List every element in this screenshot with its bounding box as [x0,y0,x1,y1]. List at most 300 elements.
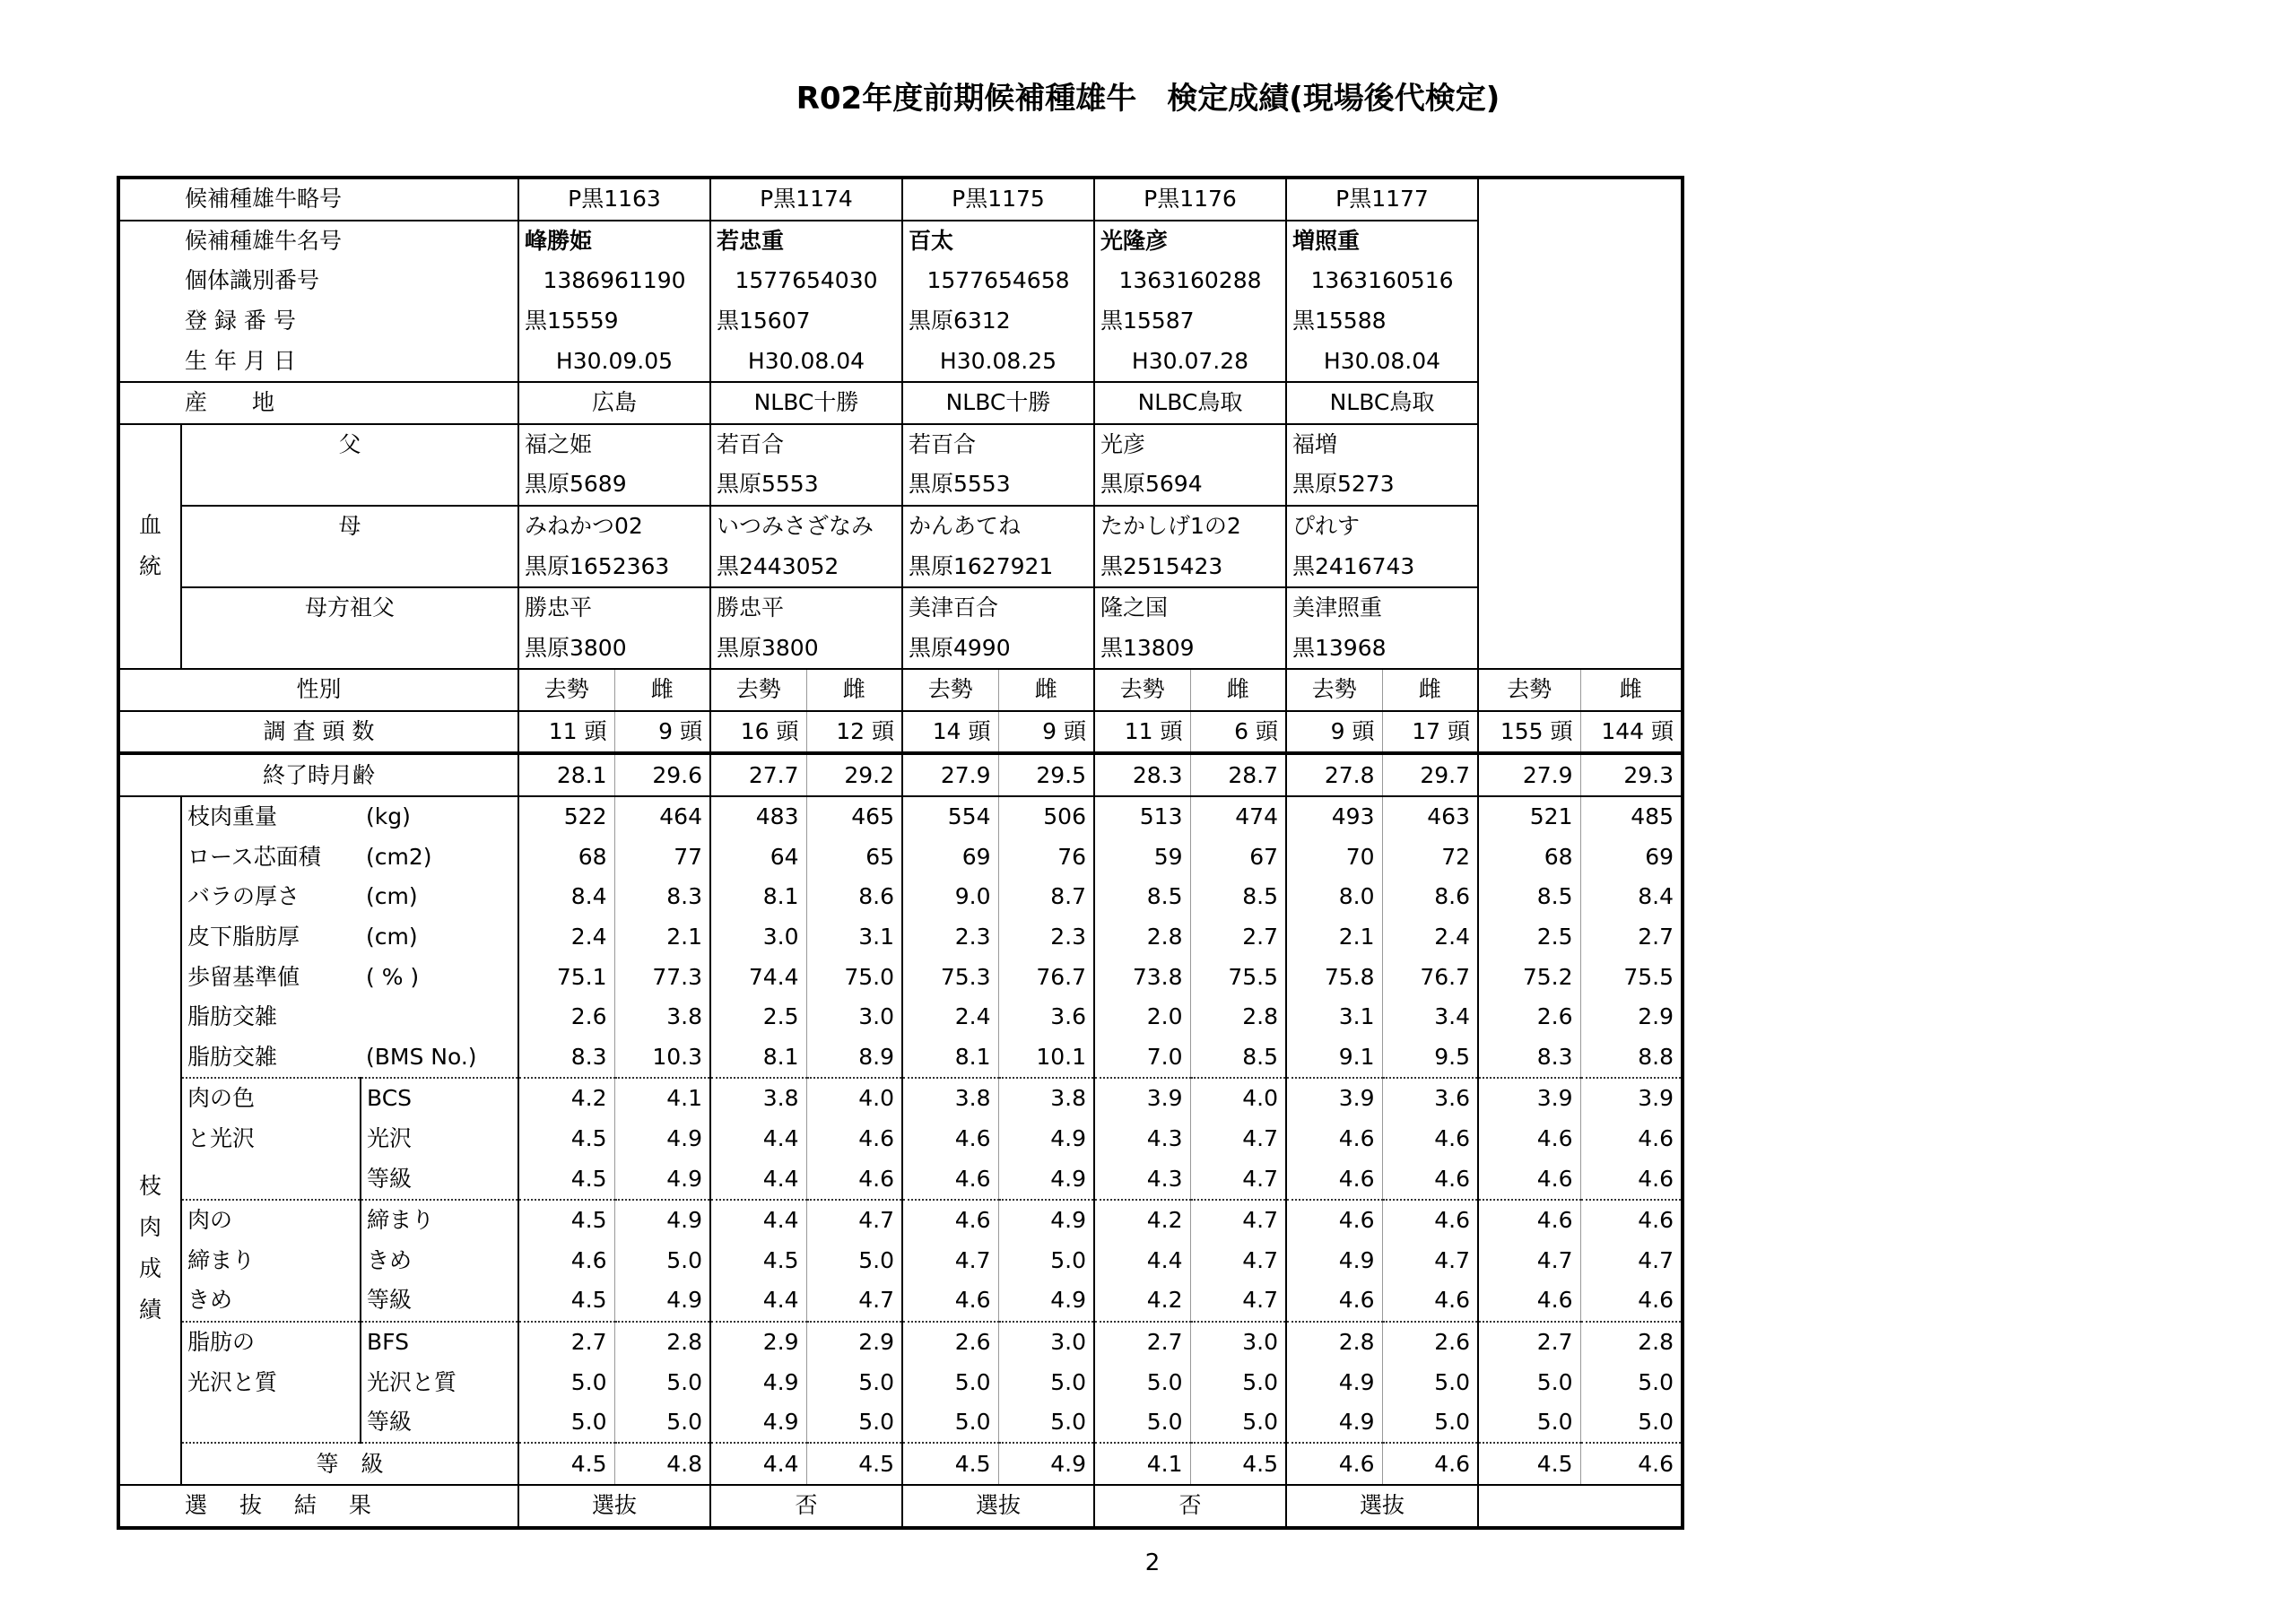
value-cell: 67 [1190,838,1286,878]
value-cell: 4.6 [1478,1280,1580,1322]
value-cell: 8.3 [1478,1037,1580,1078]
quality-group-label: きめ [181,1280,361,1322]
value-cell: 4.7 [1190,1280,1286,1322]
carcass-label: 枝肉重量 [181,796,361,838]
value-cell: 4.6 [1382,1159,1478,1200]
value-cell: 68 [518,838,614,878]
value-cell: 3.8 [710,1078,806,1119]
value-cell: 463 [1382,796,1478,838]
bull-mother: ぴれす [1286,506,1478,547]
label-origin: 産 地 [118,382,518,424]
bull-code: P黒1174 [710,178,902,221]
sex-label: 去勢 [1094,669,1190,711]
count-value: 9 頭 [998,711,1094,754]
value-cell: 5.0 [806,1402,902,1444]
bull-code: P黒1175 [902,178,1094,221]
sex-label: 雌 [1580,669,1683,711]
value-cell: 4.7 [1190,1240,1286,1280]
label-father: 父 [181,424,518,506]
value-cell: 29.3 [1580,753,1683,796]
row-age [118,753,1683,796]
carcass-label: 脂肪交雑 [181,1037,361,1078]
quality-sub-label: BFS [361,1322,518,1363]
value-cell: 465 [806,796,902,838]
value-cell: 4.9 [1286,1402,1382,1444]
value-cell: 4.9 [998,1159,1094,1200]
quality-group-label: と光沢 [181,1119,361,1159]
value-cell: 493 [1286,796,1382,838]
bull-mother: たかしげ1の2 [1094,506,1286,547]
bull-mother_reg: 黒2443052 [710,546,902,587]
value-cell: 4.7 [806,1280,902,1322]
value-cell: 4.6 [1286,1159,1382,1200]
row-carcass [118,838,1683,878]
carcass-unit: (cm2) [366,843,432,870]
label-name: 候補種雄牛名号 [118,221,518,262]
value-cell: 27.7 [710,753,806,796]
row-reg [118,301,1683,342]
row-quality [118,1200,1683,1241]
quality-group-label: 脂肪の [181,1322,361,1363]
value-cell: 4.5 [1478,1443,1580,1485]
value-cell: 464 [614,796,710,838]
label-reg: 登 録 番 号 [118,301,518,342]
count-value: 11 頭 [1094,711,1190,754]
bull-origin: 広島 [518,382,710,424]
quality-group-label: 肉の [181,1200,361,1241]
value-cell: 27.8 [1286,753,1382,796]
label-dob: 生 年 月 日 [118,341,518,382]
bull-origin: NLBC十勝 [902,382,1094,424]
value-cell: 4.2 [1094,1280,1190,1322]
value-cell: 4.4 [710,1200,806,1241]
row-count [118,711,1683,754]
quality-sub-label: BCS [361,1078,518,1119]
value-cell: 8.4 [1580,877,1683,917]
row-quality [118,1240,1683,1280]
label-mother: 母 [181,506,518,587]
value-cell: 75.1 [518,957,614,997]
value-cell: 4.9 [614,1119,710,1159]
value-cell: 8.1 [902,1037,998,1078]
value-cell: 2.6 [902,1322,998,1363]
row-carcass [118,917,1683,958]
value-cell: 3.6 [998,997,1094,1037]
value-cell: 2.1 [614,917,710,958]
bull-code: P黒1176 [1094,178,1286,221]
carcass-label: 皮下脂肪厚 [181,917,361,958]
value-cell: 3.0 [1190,1322,1286,1363]
value-cell: 4.6 [1286,1119,1382,1159]
page-title: R02年度前期候補種雄牛 検定成績(現場後代検定) [796,81,1500,117]
value-cell: 4.6 [1478,1119,1580,1159]
row-result [118,1485,1683,1528]
value-cell: 4.4 [710,1280,806,1322]
value-cell: 3.0 [710,917,806,958]
bull-name: 百太 [902,221,1094,262]
value-cell: 4.0 [806,1078,902,1119]
value-cell: 8.4 [518,877,614,917]
value-cell: 75.5 [1190,957,1286,997]
sex-label: 雌 [998,669,1094,711]
value-cell: 5.0 [1094,1402,1190,1444]
value-cell: 4.4 [710,1443,806,1485]
value-cell: 4.6 [1478,1200,1580,1241]
value-cell: 4.3 [1094,1159,1190,1200]
value-cell: 2.6 [1382,1322,1478,1363]
row-carcass [118,957,1683,997]
value-cell: 4.5 [518,1200,614,1241]
value-cell: 2.4 [1382,917,1478,958]
value-cell: 4.9 [614,1159,710,1200]
value-cell: 2.7 [1094,1322,1190,1363]
selection-result: 否 [1094,1485,1286,1528]
value-cell: 8.1 [710,1037,806,1078]
value-cell: 76.7 [1382,957,1478,997]
value-cell: 3.1 [806,917,902,958]
value-cell: 5.0 [1190,1362,1286,1402]
value-cell: 70 [1286,838,1382,878]
value-cell: 2.8 [1286,1322,1382,1363]
value-cell: 76.7 [998,957,1094,997]
value-cell: 29.2 [806,753,902,796]
bull-father_reg: 黒原5553 [902,464,1094,506]
value-cell: 2.4 [518,917,614,958]
bull-mother_reg: 黒原1627921 [902,546,1094,587]
value-cell: 5.0 [1094,1362,1190,1402]
value-cell: 4.5 [1190,1443,1286,1485]
value-cell: 522 [518,796,614,838]
bull-mgf: 隆之国 [1094,587,1286,629]
value-cell: 75.3 [902,957,998,997]
value-cell: 5.0 [614,1362,710,1402]
bull-origin: NLBC鳥取 [1286,382,1478,424]
value-cell: 28.1 [518,753,614,796]
quality-sub-label: 光沢 [361,1119,518,1159]
value-cell: 4.0 [1190,1078,1286,1119]
bloodline-text: 血統 [138,512,161,580]
selection-result: 選抜 [518,1485,710,1528]
value-cell: 4.6 [1286,1443,1382,1485]
value-cell: 73.8 [1094,957,1190,997]
value-cell: 8.6 [1382,877,1478,917]
value-cell: 28.3 [1094,753,1190,796]
value-cell: 4.4 [1094,1240,1190,1280]
sex-label: 雌 [1382,669,1478,711]
value-cell: 5.0 [998,1240,1094,1280]
value-cell: 485 [1580,796,1683,838]
value-cell: 4.6 [902,1200,998,1241]
carcass-unit: (kg) [366,803,411,830]
value-cell: 4.6 [1382,1280,1478,1322]
value-cell: 5.0 [1580,1402,1683,1444]
value-cell: 4.7 [1190,1119,1286,1159]
count-value: 16 頭 [710,711,806,754]
bull-dob: H30.09.05 [518,341,710,382]
count-value: 12 頭 [806,711,902,754]
row-carcass [118,796,1683,838]
count-value: 6 頭 [1190,711,1286,754]
bull-mgf_reg: 黒13809 [1094,629,1286,670]
label-bloodline [118,424,181,670]
value-cell: 4.9 [998,1280,1094,1322]
sex-label: 雌 [806,669,902,711]
value-cell: 3.6 [1382,1078,1478,1119]
quality-group-label [181,1159,361,1200]
value-cell: 7.0 [1094,1037,1190,1078]
value-cell: 4.6 [1286,1200,1382,1241]
label-age: 終了時月齢 [118,753,518,796]
quality-group-label: 光沢と質 [181,1362,361,1402]
value-cell: 2.9 [710,1322,806,1363]
value-cell: 4.7 [1580,1240,1683,1280]
label-id: 個体識別番号 [118,261,518,301]
value-cell: 76 [998,838,1094,878]
value-cell: 4.6 [518,1240,614,1280]
quality-group-label: 肉の色 [181,1078,361,1119]
value-cell: 5.0 [998,1362,1094,1402]
value-cell: 4.2 [1094,1200,1190,1241]
row-quality [118,1362,1683,1402]
quality-sub-label: 締まり [361,1200,518,1241]
value-cell: 3.9 [1580,1078,1683,1119]
value-cell: 4.5 [518,1443,614,1485]
row-quality [118,1159,1683,1200]
value-cell: 65 [806,838,902,878]
value-cell: 521 [1478,796,1580,838]
value-cell: 3.8 [998,1078,1094,1119]
value-cell: 5.0 [806,1240,902,1280]
bull-mgf: 勝忠平 [518,587,710,629]
sex-label: 雌 [1190,669,1286,711]
row-carcass [118,1037,1683,1078]
value-cell: 554 [902,796,998,838]
bull-father_reg: 黒原5694 [1094,464,1286,506]
row-quality [118,1078,1683,1119]
row-father [118,424,1683,465]
value-cell: 2.4 [902,997,998,1037]
row-quality [118,1280,1683,1322]
value-cell: 5.0 [1382,1402,1478,1444]
row-sex [118,669,1683,711]
bull-name: 若忠重 [710,221,902,262]
sex-label: 去勢 [1478,669,1580,711]
count-value: 14 頭 [902,711,998,754]
value-cell: 75.5 [1580,957,1683,997]
bull-origin: NLBC十勝 [710,382,902,424]
row-mgf [118,587,1683,629]
value-cell: 3.1 [1286,997,1382,1037]
value-cell: 8.8 [1580,1037,1683,1078]
value-cell: 69 [1580,838,1683,878]
value-cell: 3.9 [1094,1078,1190,1119]
value-cell: 64 [710,838,806,878]
bull-mgf: 美津照重 [1286,587,1478,629]
value-cell: 5.0 [998,1402,1094,1444]
value-cell: 5.0 [1190,1402,1286,1444]
value-cell: 8.3 [518,1037,614,1078]
value-cell: 2.3 [998,917,1094,958]
row-code [118,178,1683,221]
value-cell: 8.5 [1190,877,1286,917]
value-cell: 8.5 [1094,877,1190,917]
carcass-unit [361,997,518,1037]
value-cell: 4.7 [1190,1200,1286,1241]
carcass-label: 脂肪交雑 [181,997,361,1037]
value-cell: 4.6 [1580,1119,1683,1159]
value-cell: 4.7 [1190,1159,1286,1200]
blank-cell [1478,1485,1683,1528]
bull-dob: H30.08.25 [902,341,1094,382]
bull-dob: H30.08.04 [710,341,902,382]
bull-reg: 黒原6312 [902,301,1094,342]
value-cell: 4.6 [1382,1119,1478,1159]
value-cell: 9.1 [1286,1037,1382,1078]
value-cell: 5.0 [518,1362,614,1402]
value-cell: 8.7 [998,877,1094,917]
row-quality [118,1402,1683,1444]
value-cell: 4.9 [1286,1240,1382,1280]
value-cell: 75.0 [806,957,902,997]
value-cell: 4.7 [902,1240,998,1280]
value-cell: 4.6 [902,1159,998,1200]
quality-group-label: 締まり [181,1240,361,1280]
value-cell: 4.7 [1382,1240,1478,1280]
bull-mgf_reg: 黒13968 [1286,629,1478,670]
value-cell: 4.6 [902,1119,998,1159]
label-mgf: 母方祖父 [181,587,518,669]
row-quality [118,1119,1683,1159]
bull-father: 光彦 [1094,424,1286,465]
value-cell: 4.6 [806,1119,902,1159]
table-body [118,178,1683,1528]
value-cell: 75.8 [1286,957,1382,997]
bull-name: 増照重 [1286,221,1478,262]
value-cell: 2.8 [1580,1322,1683,1363]
selection-result: 選抜 [902,1485,1094,1528]
sex-label: 去勢 [902,669,998,711]
value-cell: 2.1 [1286,917,1382,958]
value-cell: 4.6 [806,1159,902,1200]
value-cell: 4.9 [614,1200,710,1241]
value-cell: 4.6 [1382,1200,1478,1241]
count-value: 9 頭 [1286,711,1382,754]
quality-sub-label: 光沢と質 [361,1362,518,1402]
bull-father: 若百合 [902,424,1094,465]
value-cell: 29.6 [614,753,710,796]
value-cell: 10.1 [998,1037,1094,1078]
bull-mgf_reg: 黒原3800 [710,629,902,670]
value-cell: 4.4 [710,1119,806,1159]
value-cell: 506 [998,796,1094,838]
carcass-unit: (cm) [366,883,418,910]
quality-group-label [181,1402,361,1444]
value-cell: 72 [1382,838,1478,878]
row-carcass [118,877,1683,917]
bull-name: 光隆彦 [1094,221,1286,262]
value-cell: 77.3 [614,957,710,997]
sex-label: 去勢 [518,669,614,711]
label-count: 調 査 頭 数 [118,711,518,754]
bull-reg: 黒15587 [1094,301,1286,342]
value-cell: 4.9 [614,1280,710,1322]
value-cell: 5.0 [902,1402,998,1444]
value-cell: 483 [710,796,806,838]
value-cell: 4.6 [1286,1280,1382,1322]
value-cell: 2.9 [806,1322,902,1363]
value-cell: 4.5 [710,1240,806,1280]
value-cell: 3.9 [1478,1078,1580,1119]
count-value: 144 頭 [1580,711,1683,754]
value-cell: 4.6 [1580,1443,1683,1485]
value-cell: 5.0 [614,1240,710,1280]
carcass-label: バラの厚さ [181,877,361,917]
value-cell: 4.7 [806,1200,902,1241]
bull-mgf_reg: 黒原3800 [518,629,710,670]
value-cell: 5.0 [1382,1362,1478,1402]
value-cell: 3.0 [806,997,902,1037]
value-cell: 5.0 [806,1362,902,1402]
bull-father_reg: 黒原5689 [518,464,710,506]
value-cell: 75.2 [1478,957,1580,997]
value-cell: 4.6 [902,1280,998,1322]
value-cell: 4.6 [1580,1200,1683,1241]
label-result: 選 抜 結 果 [118,1485,518,1528]
value-cell: 4.1 [614,1078,710,1119]
value-cell: 9.5 [1382,1037,1478,1078]
value-cell: 8.3 [614,877,710,917]
value-cell: 2.7 [1478,1322,1580,1363]
value-cell: 2.8 [614,1322,710,1363]
value-cell: 2.8 [1094,917,1190,958]
value-cell: 27.9 [902,753,998,796]
value-cell: 28.7 [1190,753,1286,796]
quality-sub-label: 等級 [361,1159,518,1200]
value-cell: 5.0 [518,1402,614,1444]
value-cell: 2.6 [518,997,614,1037]
value-cell: 2.6 [1478,997,1580,1037]
value-cell: 8.6 [806,877,902,917]
value-cell: 3.4 [1382,997,1478,1037]
row-dob [118,341,1683,382]
bull-father: 福之姫 [518,424,710,465]
value-cell: 29.7 [1382,753,1478,796]
value-cell: 4.9 [710,1362,806,1402]
value-cell: 8.5 [1478,877,1580,917]
bull-mgf: 美津百合 [902,587,1094,629]
row-mother [118,506,1683,547]
value-cell: 4.9 [998,1443,1094,1485]
count-value: 155 頭 [1478,711,1580,754]
value-cell: 4.6 [1580,1159,1683,1200]
bull-mgf_reg: 黒原4990 [902,629,1094,670]
value-cell: 59 [1094,838,1190,878]
quality-sub-label: 等級 [361,1280,518,1322]
carcass-label: 歩留基準値 [181,957,361,997]
bull-reg: 黒15588 [1286,301,1478,342]
value-cell: 4.9 [998,1200,1094,1241]
page-number: 2 [1144,1549,1161,1576]
bull-origin: NLBC鳥取 [1094,382,1286,424]
bull-code: P黒1177 [1286,178,1478,221]
bull-father_reg: 黒原5273 [1286,464,1478,506]
bull-reg: 黒15559 [518,301,710,342]
value-cell: 4.4 [710,1159,806,1200]
value-cell: 4.1 [1094,1443,1190,1485]
sex-label: 去勢 [710,669,806,711]
value-cell: 4.8 [614,1443,710,1485]
value-cell: 3.8 [902,1078,998,1119]
